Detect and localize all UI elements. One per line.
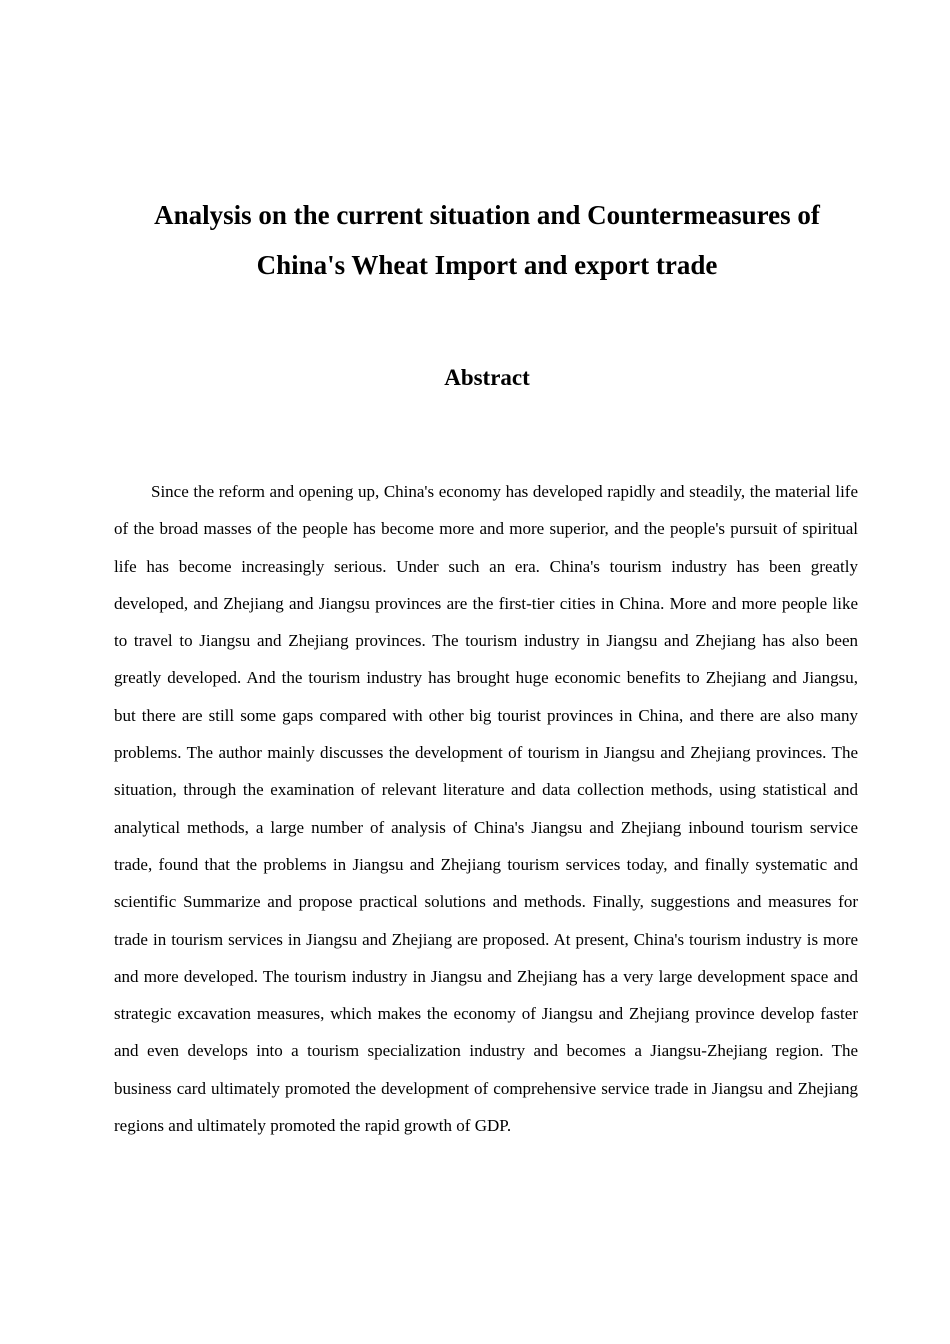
abstract-heading: Abstract	[444, 365, 530, 390]
abstract-paragraph: Since the reform and opening up, China's economy has developed rapidly and steadily, the material life of the broad masses of the people has become more and more superior, and the people's pursuit of spiritual life has become increasingly serious. Under such an era. China's tourism industry has been greatly developed, and Zhejiang and Jiangsu provinces are the first-tier cities in China. More and more people like to travel to Jiangsu and Zhejiang provinces. The tourism industry in Jiangsu and Zhejiang has also been greatly developed. And the tourism industry has brought huge economic benefits to Zhejiang and Jiangsu, but there are still some gaps compared with other big tourist provinces in China, and there are also many problems. The author mainly discusses the development of tourism in Jiangsu and Zhejiang provinces. The situation, through the examination of relevant literature and data collection methods, using statistical and analytical methods, a large number of analysis of China's Jiangsu and Zhejiang inbound tourism service trade, found that the problems in Jiangsu and Zhejiang tourism services today, and finally systematic and scientific Summarize and propose practical solutions and methods. Finally, suggestions and measures for trade in tourism services in Jiangsu and Zhejiang are proposed. At present, China's tourism industry is more and more developed. The tourism industry in Jiangsu and Zhejiang has a very large development space and strategic excavation measures, which makes the economy of Jiangsu and Zhejiang province develop faster and even develops into a tourism specialization industry and becomes a Jiangsu-Zhejiang region. The business card ultimately promoted the development of comprehensive service trade in Jiangsu and Zhejiang regions and ultimately promoted the rapid growth of GDP.	[114, 482, 858, 1136]
document-title	[100, 190, 874, 290]
title-line-1: Analysis on the current situation and Countermeasures of	[154, 200, 820, 230]
title-line-2: China's Wheat Import and export trade	[256, 250, 718, 280]
